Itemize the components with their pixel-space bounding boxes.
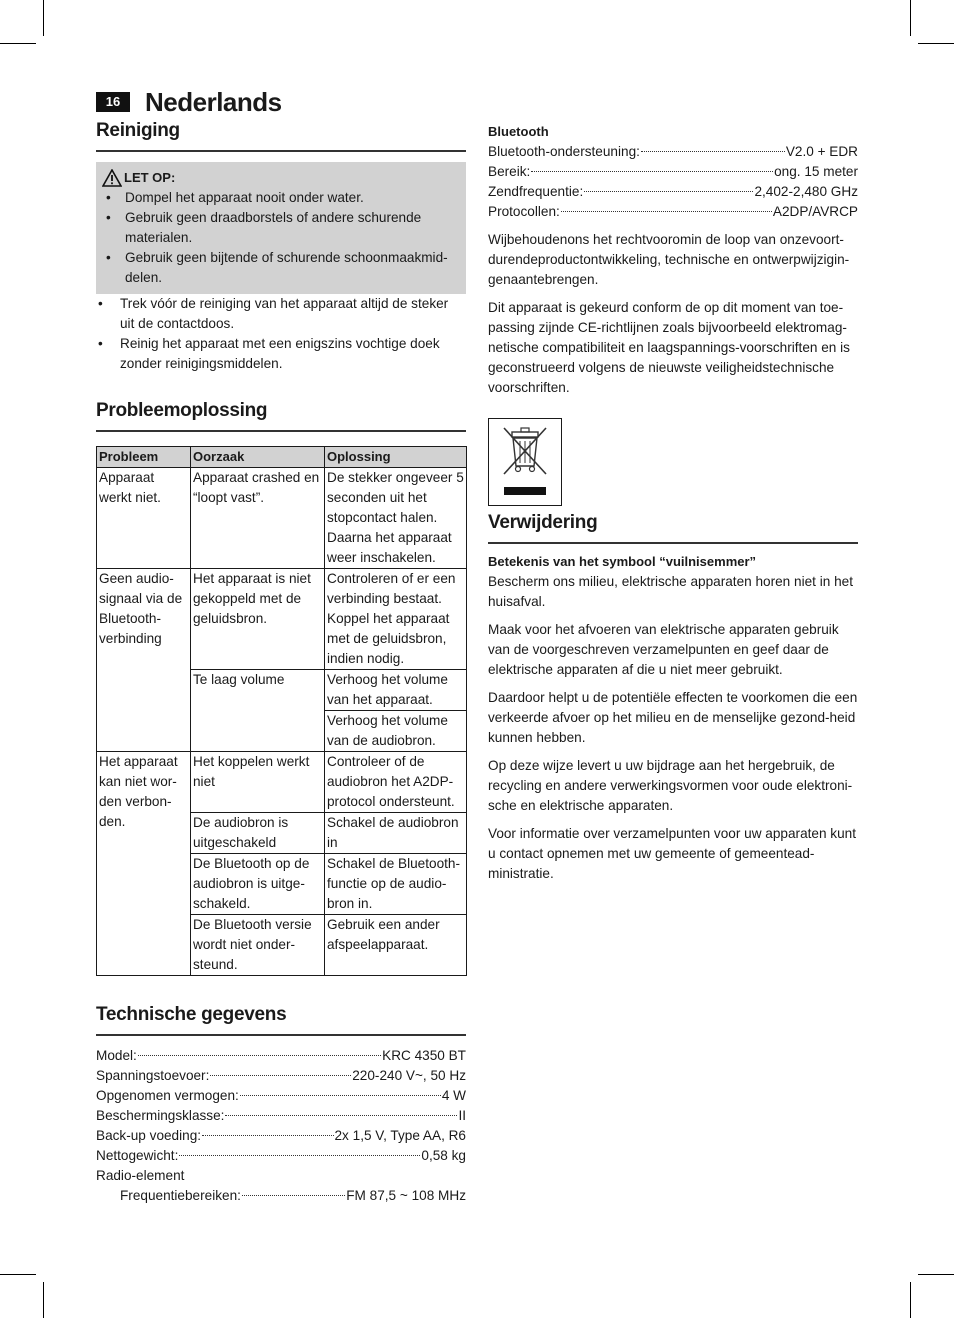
problem-cell: Geen audio-signaal via de Bluetooth-verbinding bbox=[97, 569, 191, 752]
disposal-paragraph: Op deze wijze levert u uw bijdrage aan het hergebruik, de recycling en andere verwerkingsvormen voor oude elektroni-sche en elektrische apparaten. bbox=[488, 758, 853, 813]
spec-label: Frequentiebereiken: bbox=[120, 1188, 241, 1203]
table-row bbox=[97, 752, 467, 813]
spec-label: Bereik: bbox=[488, 164, 531, 179]
warning-triangle-icon bbox=[102, 169, 122, 187]
table-row bbox=[97, 569, 467, 670]
spec-value: 2,402-2,480 GHz bbox=[754, 184, 858, 199]
cause-cell: De Bluetooth versie wordt niet onder-steund. bbox=[191, 915, 325, 976]
crop-mark bbox=[918, 43, 954, 44]
spec-row bbox=[96, 1106, 466, 1126]
spec-value: 4 W bbox=[441, 1088, 466, 1103]
column-header-solution: Oplossing bbox=[325, 447, 467, 468]
troubleshooting-heading: Probleemoplossing bbox=[96, 398, 466, 432]
warning-item: • Gebruik geen draadborstels of andere schurende materialen. bbox=[100, 208, 456, 248]
disposal-paragraph: Bescherm ons milieu, elektrische apparaten horen niet in het huisafval. bbox=[488, 574, 853, 609]
cause-cell: Apparaat crashed en “loopt vast”. bbox=[191, 468, 325, 569]
warning-label: LET OP: bbox=[124, 170, 176, 185]
cause-cell: De audiobron is uitgeschakeld bbox=[191, 813, 325, 854]
table-header-row bbox=[97, 447, 467, 468]
spec-value: V2.0 + EDR bbox=[785, 144, 858, 159]
cause-cell: De Bluetooth op de audiobron is uitge-schakeld. bbox=[191, 854, 325, 915]
note-paragraph: Wijbehoudenons het rechtvooromin de loop van onzevoort-durendeproductontwikkeling, technische en ontwerpwijzigin-genaantebrengen. bbox=[488, 232, 850, 287]
problem-cell: Het apparaat kan niet wor-den verbon-den. bbox=[97, 752, 191, 976]
spec-row bbox=[488, 162, 858, 182]
spec-label: Opgenomen vermogen: bbox=[96, 1088, 239, 1103]
warning-item: • Gebruik geen bijtende of schurende schoonmaakmid-delen. bbox=[100, 248, 456, 288]
crop-mark bbox=[0, 43, 36, 44]
cause-cell: Het koppelen werkt niet bbox=[191, 752, 325, 813]
spec-label: Model: bbox=[96, 1048, 137, 1063]
solution-cell: Controleer of de audiobron het A2DP-protocol ondersteunt. bbox=[325, 752, 467, 813]
spec-value: A2DP/AVRCP bbox=[772, 204, 858, 219]
radio-label: Radio-element bbox=[96, 1168, 185, 1183]
spec-label: Spanningstoevoer: bbox=[96, 1068, 210, 1083]
solution-cell: Gebruik een ander afspeelapparaat. bbox=[325, 915, 467, 976]
spec-label: Bluetooth-ondersteuning: bbox=[488, 144, 640, 159]
solution-cell: Verhoog het volume van de audiobron. bbox=[325, 711, 467, 752]
spec-row bbox=[96, 1086, 466, 1106]
page-number: 16 bbox=[96, 92, 130, 112]
bluetooth-spec-list bbox=[488, 142, 858, 222]
spec-value: KRC 4350 BT bbox=[382, 1048, 466, 1063]
right-column bbox=[488, 122, 858, 884]
cleaning-step: • Trek vóór de reiniging van het apparaat altijd de steker uit de contactdoos. bbox=[96, 294, 466, 334]
column-header-cause: Oorzaak bbox=[191, 447, 325, 468]
problem-cell: Apparaat werkt niet. bbox=[97, 468, 191, 569]
warning-list bbox=[100, 188, 456, 288]
spec-row bbox=[488, 182, 858, 202]
disposal-paragraph: Maak voor het afvoeren van elektrische apparaten gebruik van de voorgeschreven verzamelpunten en geef daar de elektrische apparaten af die u niet meer gebruikt. bbox=[488, 622, 839, 677]
solution-cell: Schakel de Bluetooth-functie op de audio-bron in. bbox=[325, 854, 467, 915]
crossed-bin-icon bbox=[489, 419, 561, 505]
disposal-subtitle: Betekenis van het symbool “vuilnisemmer” bbox=[488, 554, 757, 569]
crop-mark bbox=[910, 0, 911, 36]
disposal-paragraph: Voor informatie over verzamelpunten voor uw apparaten kunt u contact opnemen met uw gemeente of gemeentead-ministratie. bbox=[488, 826, 856, 881]
spec-row bbox=[488, 142, 858, 162]
technical-spec-list bbox=[96, 1046, 466, 1206]
cause-cell: Te laag volume bbox=[191, 670, 325, 752]
spec-label: Back-up voeding: bbox=[96, 1128, 202, 1143]
spec-row bbox=[96, 1126, 466, 1146]
spec-label: Zendfrequentie: bbox=[488, 184, 584, 199]
spec-row bbox=[488, 202, 858, 222]
spec-row bbox=[96, 1186, 466, 1206]
spec-label: Protocollen: bbox=[488, 204, 560, 219]
troubleshooting-table bbox=[96, 446, 467, 976]
spec-row bbox=[96, 1046, 466, 1066]
spec-value: 2x 1,5 V, Type AA, R6 bbox=[334, 1128, 466, 1143]
crop-mark bbox=[0, 1274, 36, 1275]
weee-symbol bbox=[488, 418, 562, 506]
spec-label: Nettogewicht: bbox=[96, 1148, 179, 1163]
crop-mark bbox=[43, 1282, 44, 1318]
disposal-heading: Verwijdering bbox=[488, 510, 858, 544]
warning-header bbox=[100, 168, 456, 188]
technical-heading: Technische gegevens bbox=[96, 1002, 466, 1036]
spec-value: 220-240 V~, 50 Hz bbox=[352, 1068, 466, 1083]
table-row bbox=[97, 468, 467, 569]
spec-value: ong. 15 meter bbox=[774, 164, 858, 179]
warning-box bbox=[96, 162, 466, 294]
page-title: Nederlands bbox=[145, 87, 282, 117]
spec-row bbox=[96, 1066, 466, 1086]
spec-value: FM 87,5 ~ 108 MHz bbox=[346, 1188, 466, 1203]
cleaning-heading: Reiniging bbox=[96, 118, 466, 152]
column-header-problem: Probleem bbox=[97, 447, 191, 468]
note-paragraph: Dit apparaat is gekeurd conform de op dit moment van toe-passing zijnde CE-richtlijnen zoals bijvoorbeeld elektromag-netische compatibiliteit en laagspannings-voorschriften en is geconstrueerd volgens de nieuwste veiligheidstechnische voorschriften. bbox=[488, 300, 850, 395]
spec-row bbox=[96, 1146, 466, 1166]
cause-cell: Het apparaat is niet gekoppeld met de geluidsbron. bbox=[191, 569, 325, 670]
solution-cell: Schakel de audiobron in bbox=[325, 813, 467, 854]
disposal-paragraph: Daardoor helpt u de potentiële effecten te voorkomen die een verkeerde afvoer op het milieu en de menselijke gezond-heid kunnen hebben. bbox=[488, 690, 858, 745]
cleaning-steps bbox=[96, 294, 466, 374]
warning-item: • Dompel het apparaat nooit onder water. bbox=[100, 188, 456, 208]
cleaning-step: • Reinig het apparaat met een enigszins vochtige doek zonder reinigingsmiddelen. bbox=[96, 334, 466, 374]
bluetooth-heading: Bluetooth bbox=[488, 124, 549, 139]
spec-label: Beschermingsklasse: bbox=[96, 1108, 225, 1123]
crop-mark bbox=[43, 0, 44, 36]
solution-cell: Verhoog het volume van het apparaat. bbox=[325, 670, 467, 711]
left-column bbox=[96, 118, 466, 1206]
solution-cell: De stekker ongeveer 5 seconden uit het stopcontact halen. Daarna het apparaat weer inschakelen. bbox=[325, 468, 467, 569]
crop-mark bbox=[918, 1274, 954, 1275]
spec-value: 0,58 kg bbox=[421, 1148, 466, 1163]
solution-cell: Controleren of er een verbinding bestaat. Koppel het apparaat met de geluidsbron, indien nodig. bbox=[325, 569, 467, 670]
crop-mark bbox=[910, 1282, 911, 1318]
spec-value: II bbox=[458, 1108, 466, 1123]
